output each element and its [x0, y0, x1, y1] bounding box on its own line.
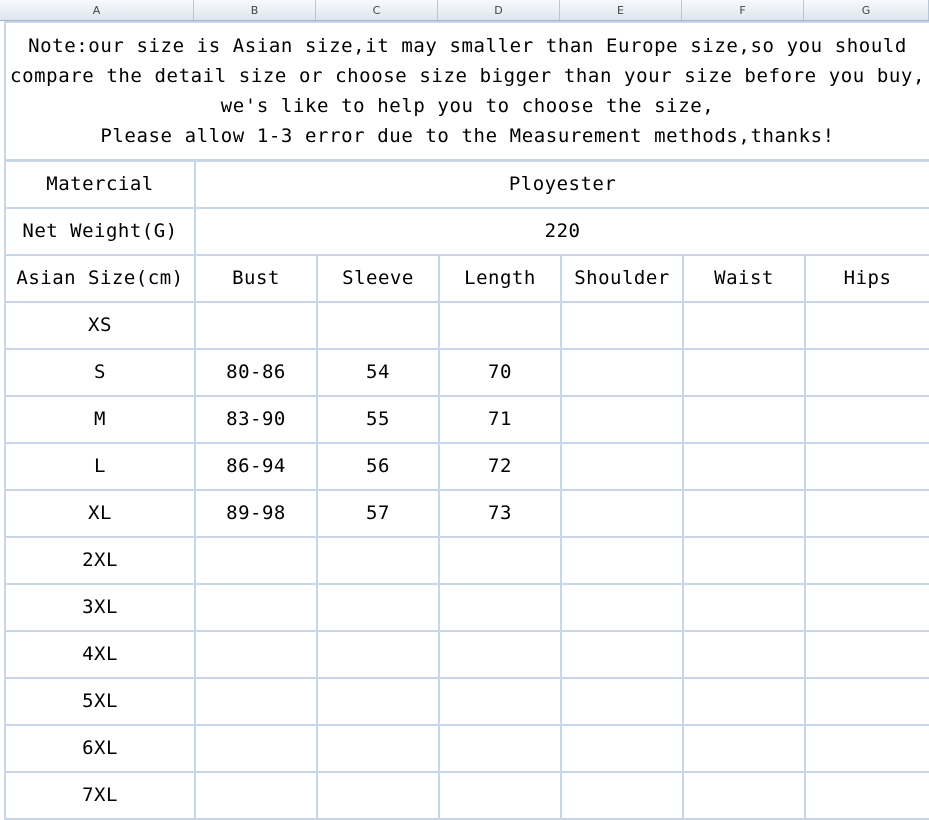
measurement-cell[interactable]: 54 — [317, 349, 439, 396]
measurement-cell[interactable] — [805, 349, 929, 396]
header-cell-length[interactable]: Length — [439, 255, 561, 302]
measurement-cell[interactable] — [561, 678, 683, 725]
measurement-cell[interactable] — [805, 537, 929, 584]
header-cell-hips[interactable]: Hips — [805, 255, 929, 302]
size-cell[interactable]: 3XL — [5, 584, 195, 631]
measurement-cell[interactable] — [439, 678, 561, 725]
column-header-g[interactable]: G — [804, 0, 929, 20]
measurement-cell[interactable] — [561, 584, 683, 631]
size-cell[interactable]: XL — [5, 490, 195, 537]
measurement-cell[interactable]: 73 — [439, 490, 561, 537]
measurement-cell[interactable] — [195, 584, 317, 631]
weight-label-cell[interactable]: Net Weight(G) — [5, 208, 195, 255]
weight-value-cell[interactable]: 220 — [195, 208, 929, 255]
measurement-cell[interactable] — [195, 725, 317, 772]
column-header-e[interactable]: E — [560, 0, 682, 20]
table-row — [5, 490, 929, 537]
table-row — [5, 584, 929, 631]
measurement-cell[interactable] — [439, 631, 561, 678]
measurement-cell[interactable] — [561, 349, 683, 396]
measurement-cell[interactable] — [561, 302, 683, 349]
measurement-cell[interactable] — [683, 631, 805, 678]
measurement-cell[interactable] — [805, 772, 929, 819]
measurement-cell[interactable] — [805, 678, 929, 725]
material-label-cell[interactable]: Matercial — [5, 161, 195, 208]
measurement-cell[interactable] — [683, 302, 805, 349]
header-cell-sleeve[interactable]: Sleeve — [317, 255, 439, 302]
measurement-cell[interactable]: 89-98 — [195, 490, 317, 537]
measurement-cell[interactable] — [683, 443, 805, 490]
column-header-d[interactable]: D — [438, 0, 560, 20]
measurement-cell[interactable] — [317, 631, 439, 678]
measurement-cell[interactable] — [805, 302, 929, 349]
column-header-bar — [0, 0, 929, 21]
measurement-cell[interactable] — [561, 725, 683, 772]
measurement-cell[interactable] — [683, 490, 805, 537]
measurement-cell[interactable]: 57 — [317, 490, 439, 537]
table-row — [5, 302, 929, 349]
measurement-cell[interactable]: 70 — [439, 349, 561, 396]
measurement-cell[interactable] — [195, 678, 317, 725]
size-rows — [5, 302, 929, 819]
measurement-cell[interactable] — [683, 725, 805, 772]
material-value-cell[interactable]: Ployester — [195, 161, 929, 208]
size-cell[interactable]: XS — [5, 302, 195, 349]
measurement-cell[interactable] — [561, 490, 683, 537]
measurement-cell[interactable] — [195, 302, 317, 349]
header-cell-size[interactable]: Asian Size(cm) — [5, 255, 195, 302]
table-row — [5, 631, 929, 678]
measurement-cell[interactable]: 71 — [439, 396, 561, 443]
table-row — [5, 396, 929, 443]
size-cell[interactable]: 4XL — [5, 631, 195, 678]
measurement-cell[interactable] — [195, 772, 317, 819]
measurement-cell[interactable] — [317, 302, 439, 349]
measurement-cell[interactable] — [317, 725, 439, 772]
measurement-cell[interactable] — [561, 396, 683, 443]
column-header-c[interactable]: C — [316, 0, 438, 20]
table-row — [5, 725, 929, 772]
header-cell-shoulder[interactable]: Shoulder — [561, 255, 683, 302]
measurement-cell[interactable] — [561, 537, 683, 584]
table-row — [5, 349, 929, 396]
measurement-cell[interactable]: 56 — [317, 443, 439, 490]
measurement-cell[interactable] — [683, 396, 805, 443]
measurement-cell[interactable] — [805, 490, 929, 537]
size-cell[interactable]: 7XL — [5, 772, 195, 819]
size-cell[interactable]: S — [5, 349, 195, 396]
measurement-cell[interactable] — [683, 772, 805, 819]
note-cell[interactable] — [5, 22, 929, 161]
table-row — [5, 537, 929, 584]
size-cell[interactable]: 5XL — [5, 678, 195, 725]
measurement-cell[interactable] — [805, 584, 929, 631]
measurement-cell[interactable]: 55 — [317, 396, 439, 443]
measurement-cell[interactable] — [683, 584, 805, 631]
size-cell[interactable]: M — [5, 396, 195, 443]
measurement-cell[interactable] — [805, 396, 929, 443]
table-row — [5, 678, 929, 725]
measurement-cell[interactable] — [317, 678, 439, 725]
size-cell[interactable]: L — [5, 443, 195, 490]
table-row — [5, 443, 929, 490]
measurement-cell[interactable] — [195, 631, 317, 678]
header-cell-waist[interactable]: Waist — [683, 255, 805, 302]
measurement-cell[interactable]: 80-86 — [195, 349, 317, 396]
measurement-cell[interactable] — [439, 537, 561, 584]
measurement-cell[interactable]: 83-90 — [195, 396, 317, 443]
measurement-cell[interactable] — [805, 631, 929, 678]
note-line: compare the detail size or choose size bigger than your size before you buy, — [10, 65, 926, 87]
measurement-cell[interactable] — [195, 537, 317, 584]
measurement-cell[interactable] — [439, 302, 561, 349]
measurement-cell[interactable] — [317, 584, 439, 631]
measurement-cell[interactable]: 72 — [439, 443, 561, 490]
column-header-b[interactable]: B — [194, 0, 316, 20]
measurement-cell[interactable] — [439, 584, 561, 631]
measurement-cell[interactable] — [317, 772, 439, 819]
column-header-a[interactable]: A — [0, 0, 194, 20]
measurement-cell[interactable] — [439, 725, 561, 772]
column-header-f[interactable]: F — [682, 0, 804, 20]
measurement-cell[interactable] — [561, 443, 683, 490]
measurement-cell[interactable] — [439, 772, 561, 819]
measurement-cell[interactable]: 86-94 — [195, 443, 317, 490]
size-cell[interactable]: 6XL — [5, 725, 195, 772]
measurement-cell[interactable] — [805, 443, 929, 490]
note-line: Please allow 1-3 error due to the Measurement methods,thanks! — [100, 125, 835, 147]
measurement-cell[interactable] — [317, 537, 439, 584]
measurement-cell[interactable] — [805, 725, 929, 772]
measurement-cell[interactable] — [683, 678, 805, 725]
note-line: Note:our size is Asian size,it may smaller than Europe size,so you should — [28, 35, 907, 57]
header-cell-bust[interactable]: Bust — [195, 255, 317, 302]
measurement-cell[interactable] — [561, 772, 683, 819]
measurement-cell[interactable] — [561, 631, 683, 678]
note-line: we's like to help you to choose the size, — [220, 95, 715, 117]
size-cell[interactable]: 2XL — [5, 537, 195, 584]
table-row — [5, 772, 929, 819]
measurement-cell[interactable] — [683, 349, 805, 396]
measurement-cell[interactable] — [683, 537, 805, 584]
header-row — [5, 255, 929, 302]
size-chart-table — [4, 21, 929, 820]
